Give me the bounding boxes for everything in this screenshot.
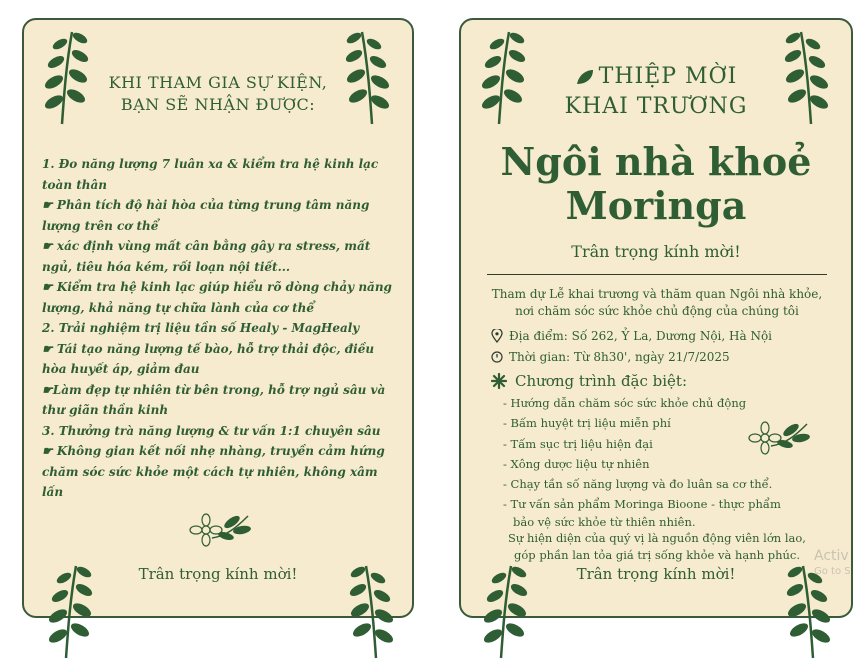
benefits-list <box>42 154 402 503</box>
list-item: 1. Đo năng lượng 7 luân xa & kiểm tra hệ kinh lạc toàn thân <box>42 157 379 192</box>
list-item: ☛ Kiểm tra hệ kinh lạc giúp hiểu rõ dòng chảy năng lượng, khả năng tự chữa lành của cơ thể <box>42 280 392 315</box>
asterisk-icon <box>491 373 507 389</box>
list-item: ☛ Phân tích độ hài hòa của từng trung tâm năng lượng trên cơ thể <box>42 198 370 233</box>
leaf-icon <box>575 68 595 86</box>
left-heading-line1: KHI THAM GIA SỰ KIỆN, <box>108 73 328 92</box>
time-text: Thời gian: Từ 8h30', ngày 21/7/2025 <box>509 350 730 364</box>
watermark-line1: Activ <box>814 548 849 564</box>
list-item: - Chạy tần số năng lượng và đo luân sa cơ thể. <box>503 477 773 492</box>
list-item: 3. Thưởng trà năng lượng & tư vấn 1:1 chuyên sâu <box>42 423 381 438</box>
list-item: 2. Trải nghiệm trị liệu tần số Healy - MagHealy <box>42 321 360 335</box>
store-name <box>461 140 851 228</box>
left-heading-line2: BẠN SẼ NHẬN ĐƯỢC: <box>120 95 316 114</box>
list-item: - Xông dược liệu tự nhiên <box>503 456 650 471</box>
leaf-branch-icon <box>471 560 535 660</box>
store-name-line2: Moringa <box>565 183 747 228</box>
list-item: - Hướng dẫn chăm sóc sức khỏe chủ động <box>503 396 747 410</box>
location-text: Địa điểm: Số 262, Ỷ La, Dương Nội, Hà Nội <box>509 329 773 343</box>
list-item: ☛ Tái tạo năng lượng tế bào, hỗ trợ thải độc, điều hòa huyết áp, giảm đau <box>42 341 375 376</box>
time-row <box>491 350 730 364</box>
invitation-title <box>461 62 851 122</box>
closing-text <box>465 530 849 564</box>
right-footer: Trân trọng kính mời! <box>576 565 736 583</box>
program-title: Chương trình đặc biệt: <box>515 372 688 390</box>
location-pin-icon <box>491 329 503 343</box>
flower-icon <box>186 508 256 556</box>
location-row <box>491 329 772 343</box>
leaf-branch-icon <box>342 560 406 660</box>
title-text-1: THIỆP MỜI <box>598 64 738 89</box>
closing-line1: Sự hiện diện của quý vị là nguồn động viên lớn lao, <box>508 531 806 545</box>
flower-icon <box>745 416 815 464</box>
list-item: - Tấm sục trị liệu hiện đại <box>503 436 653 451</box>
left-footer: Trân trọng kính mời! <box>138 565 298 583</box>
divider <box>487 274 827 275</box>
left-card <box>22 18 414 618</box>
list-item: - Tư vấn sản phẩm Moringa Bioone - thực phẩm <box>503 497 781 512</box>
invitation-title-line1 <box>461 62 851 92</box>
list-item: ☛Làm đẹp tự nhiên từ bên trong, hỗ trợ ngủ sâu và thư giãn thần kinh <box>42 382 386 417</box>
right-card <box>459 18 853 618</box>
closing-line2: góp phần lan tỏa giá trị sống khỏe và hạnh phúc. <box>514 548 800 562</box>
intro-text <box>467 286 847 320</box>
list-item: ☛ xác định vùng mất cân bằng gây ra stress, mất ngủ, tiêu hóa kém, rối loạn nội tiết... <box>42 239 371 274</box>
intro-line2: nơi chăm sóc sức khỏe chủ động của chúng tôi <box>515 304 799 318</box>
windows-activation-watermark <box>814 548 851 580</box>
invite-text: Trân trọng kính mời! <box>571 242 741 261</box>
clock-icon <box>491 351 503 363</box>
list-item: ☛ Không gian kết nối nhẹ nhàng, truyền cảm hứng chăm sóc sức khỏe một cách tự nhiên, không xâm lấn <box>42 444 385 499</box>
intro-line1: Tham dự Lễ khai trương và thăm quan Ngôi nhà khỏe, <box>491 287 823 301</box>
left-heading <box>24 72 412 116</box>
leaf-branch-icon <box>36 560 100 660</box>
program-heading <box>491 372 687 390</box>
store-name-line1: Ngôi nhà khoẻ <box>500 139 812 184</box>
list-item-continuation: bảo vệ sức khỏe từ thiên nhiên. <box>513 514 696 529</box>
list-item: - Bấm huyệt trị liệu miễn phí <box>503 416 671 431</box>
watermark-line2: Go to S <box>814 566 851 577</box>
invitation-title-line2: KHAI TRƯƠNG <box>564 94 748 119</box>
